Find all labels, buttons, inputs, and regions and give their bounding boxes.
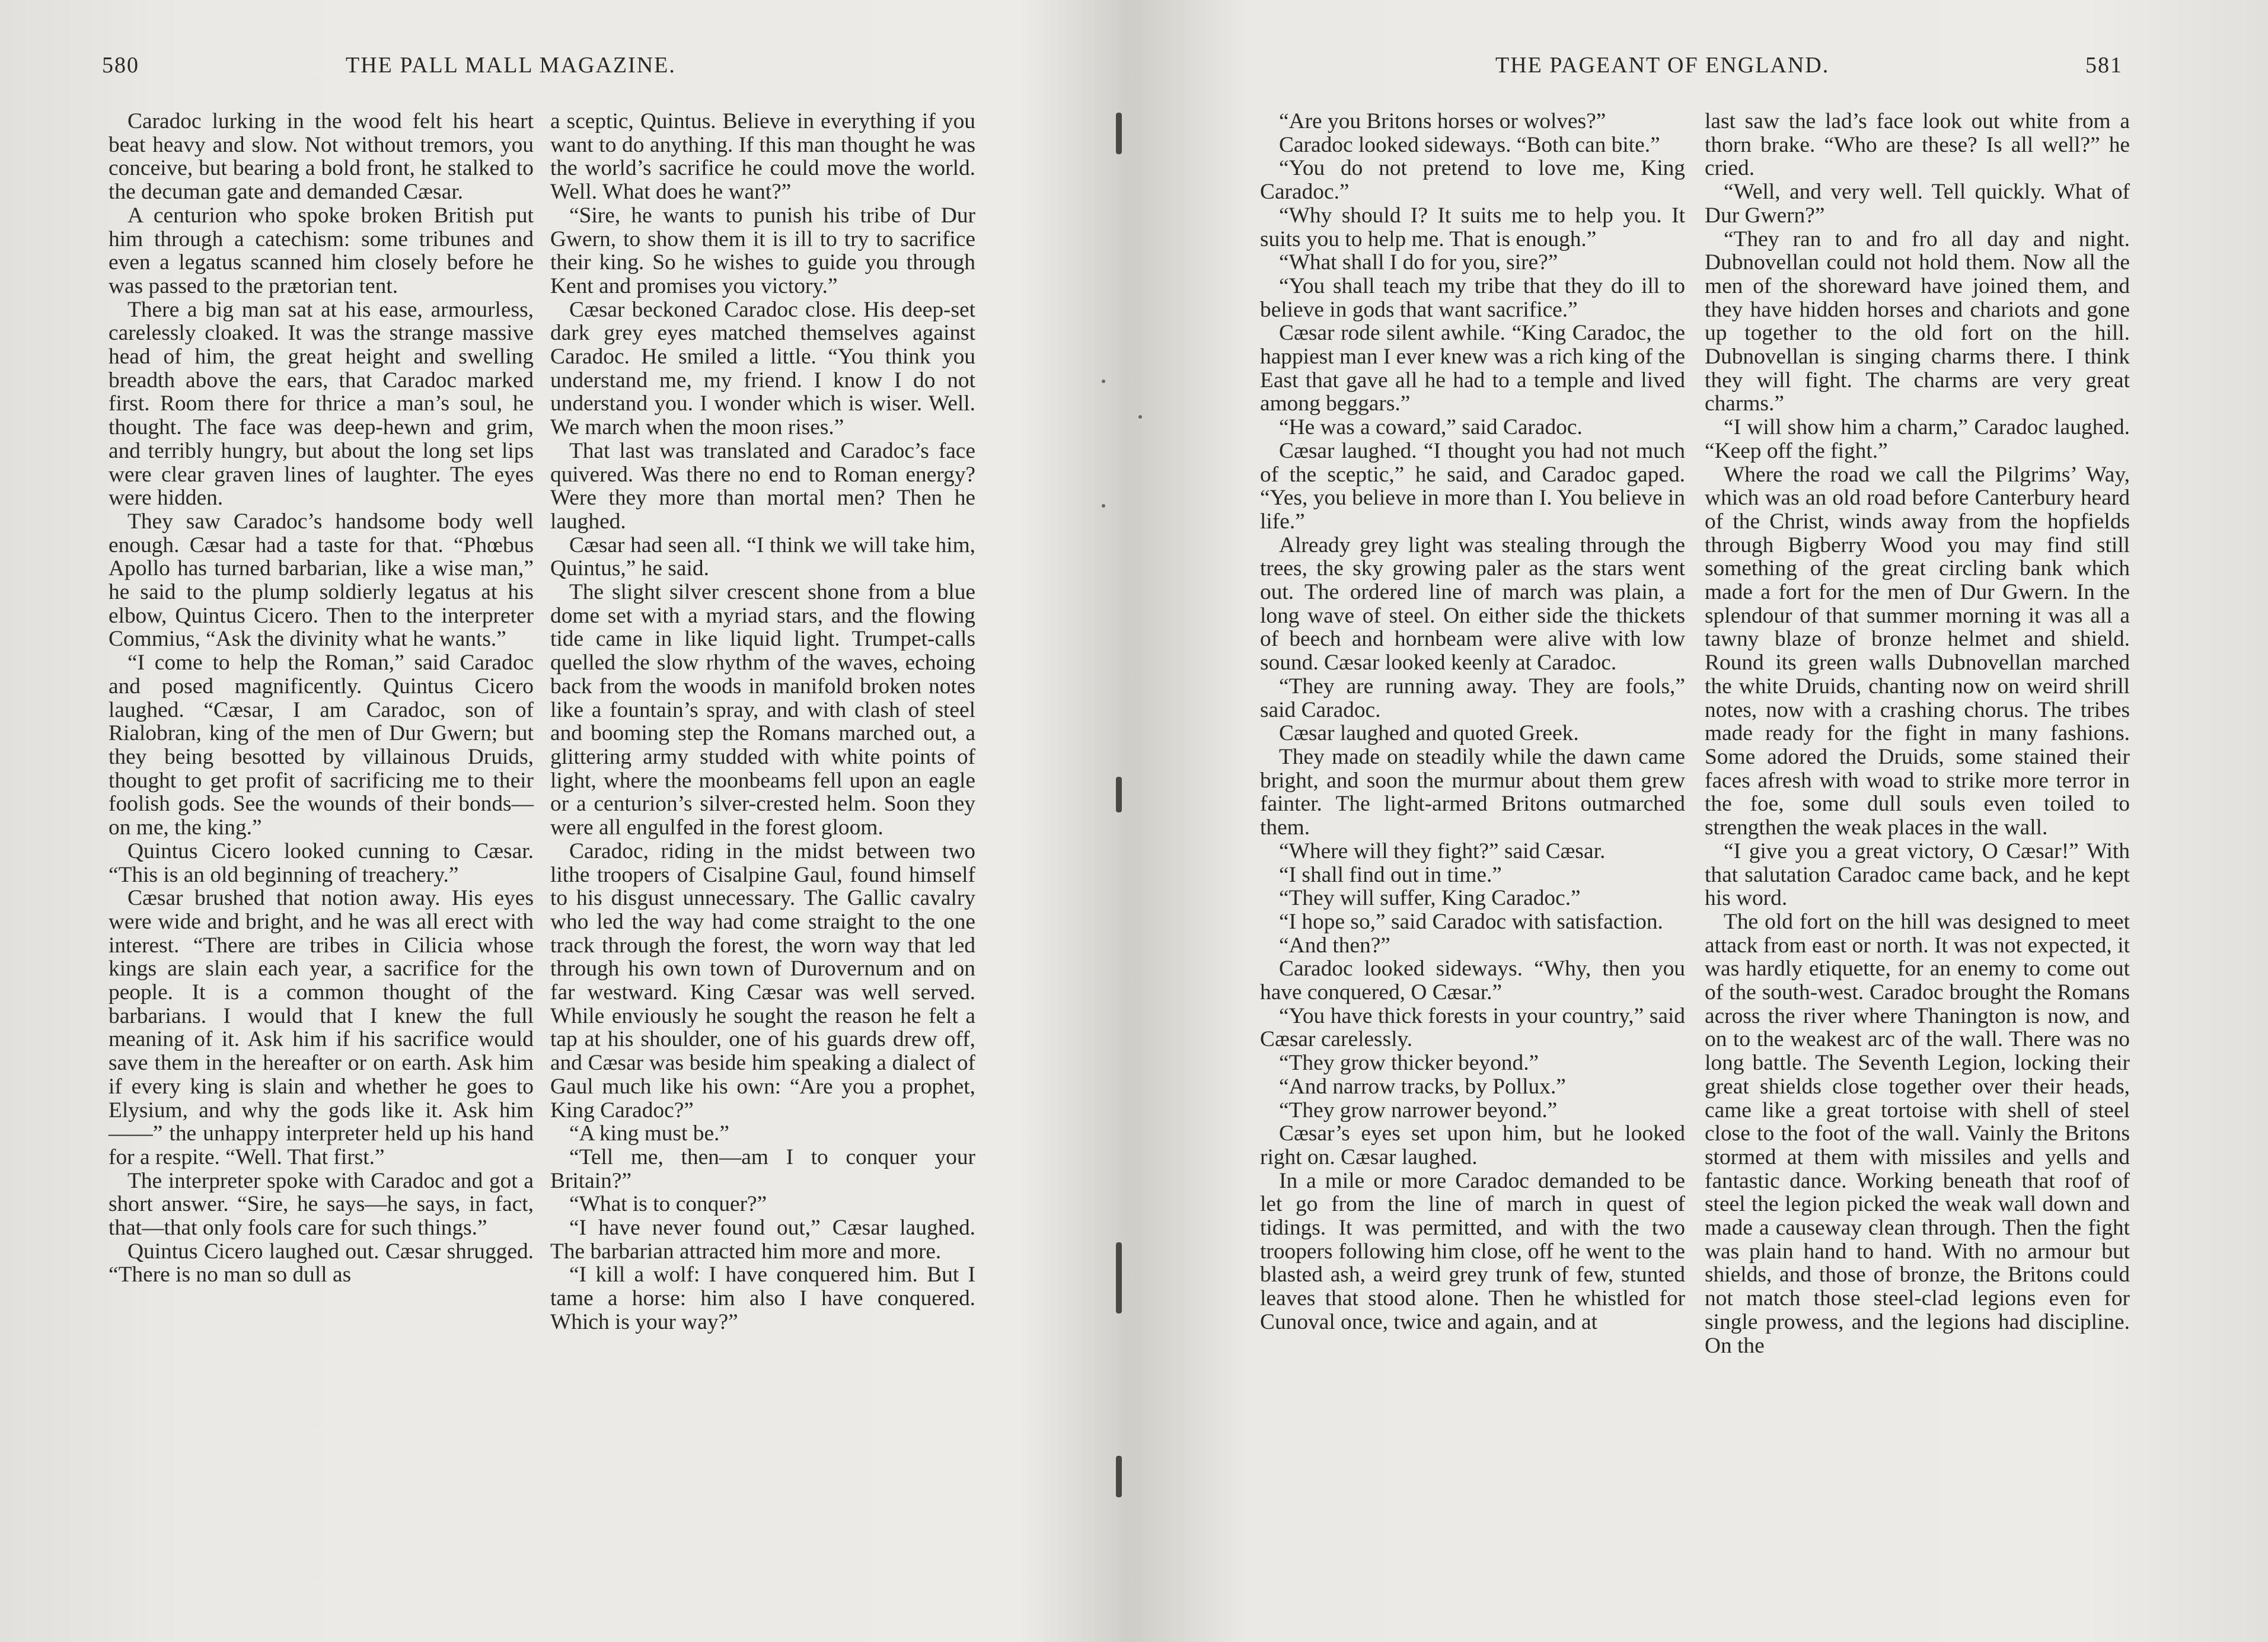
paragraph: The interpreter spoke with Caradoc and got a short answer. “Sire, he says—he says, in fact, that—that only fools care for such things.” [109, 1168, 534, 1241]
right-column-1 [1260, 110, 1685, 1334]
paragraph: “They grow thicker beyond.” [1279, 1051, 1539, 1076]
paragraph: “And narrow tracks, by Pollux.” [1279, 1074, 1566, 1099]
paragraph: Quintus Cicero looked cunning to Cæsar. “This is an old beginning of treachery.” [109, 838, 534, 887]
paragraph: last saw the lad’s face look out white from a thorn brake. “Who are these? Is all well?” he cried. [1705, 109, 2130, 181]
paragraph: “I give you a great victory, O Cæsar!” With that salutation Caradoc came back, and he kept his word. [1705, 838, 2130, 911]
paragraph: The old fort on the hill was designed to meet attack from east or north. It was not expected, it was hardly etiquette, for an enemy to come out of the south-west. Caradoc brought the Romans across the river where Thanington is now, and on to the weakest arc of the wall. There was no long battle. The Seventh Legion, locking their great shields close together over their heads, came like a great tortoise with shell of steel close to the foot of the wall. Vainly the Britons stormed at them with missiles and yells and fantastic dance. Working beneath that roof of steel the legion picked the weak wall down and made a causeway clean through. Then the fight was plain hand to hand. With no armour but shields, and those of bronze, the Britons could not match those steel-clad legions even for single prowess, and the legions had discipline. On the [1705, 909, 2130, 1358]
paragraph: There a big man sat at his ease, armourless, carelessly cloaked. It was the strange massive head of him, the great height and swelling breadth above the ears, that Caradoc marked first. Room there for thrice a man’s soul, he thought. The face was deep-hewn and grim, and terribly hungry, but about the long set lips were clear graven lines of laughter. The eyes were hidden. [109, 297, 534, 511]
paragraph: “Are you Britons horses or wolves?” [1279, 109, 1606, 133]
paragraph: “They grow narrower beyond.” [1279, 1098, 1558, 1123]
paragraph: “Why should I? It suits me to help you. It suits you to help me. That is enough.” [1260, 203, 1685, 251]
paragraph: A centurion who spoke broken British put him through a catechism: some tribunes and even a legatus scanned him closely before he was passed to the prætorian tent. [109, 203, 534, 298]
running-title-left: THE PALL MALL MAGAZINE. [346, 53, 676, 78]
paragraph: “Tell me, then—am I to conquer your Britain?” [550, 1144, 975, 1193]
paragraph: “I come to help the Roman,” said Caradoc and posed magnificently. Quintus Cicero laughed. “Cæsar, I am Caradoc, son of Rialobran, king of the men of Dur Gwern; but they being besotted by villainous Druids, thought to get profit of sacrificing me to their foolish gods. See the wounds of their bonds—on me, the king.” [109, 651, 534, 840]
paragraph: Cæsar laughed and quoted Greek. [1279, 721, 1579, 746]
paragraph: That last was translated and Caradoc’s face quivered. Was there no end to Roman energy? Were they more than mortal men? Then he laughed. [550, 438, 975, 534]
binding-stitch [1116, 777, 1122, 812]
paragraph: Cæsar’s eyes set upon him, but he looked right on. Cæsar laughed. [1260, 1121, 1685, 1169]
paragraph: Cæsar brushed that notion away. His eyes were wide and bright, and he was all erect with interest. “There are tribes in Cilicia whose kings are slain each year, a sacrifice for the people. It is a common thought of the barbarians. I would that I knew the full meaning of it. Ask him if his sacrifice would save them in the hereafter or on earth. Ask him if every king is slain and whether he goes to Elysium, and why the gods like it. Ask him——” the unhappy interpreter held up his hand for a respite. “Well. That first.” [109, 886, 534, 1169]
binding-stitch [1116, 1456, 1122, 1497]
paragraph: They made on steadily while the dawn came bright, and soon the murmur about them grew fainter. The light-armed Britons outmarched them. [1260, 744, 1685, 840]
left-column-1 [109, 110, 534, 1287]
paragraph: Caradoc looked sideways. “Both can bite.” [1279, 132, 1660, 157]
paragraph: “I hope so,” said Caradoc with satisfaction. [1279, 909, 1663, 934]
paragraph: Already grey light was stealing through the trees, the sky growing paler as the stars went out. The ordered line of march was plain, a long wave of steel. On either side the thickets of beech and hornbeam were alive with low sound. Cæsar looked keenly at Caradoc. [1260, 533, 1685, 675]
paragraph: “I will show him a charm,” Caradoc laughed. “Keep off the fight.” [1705, 415, 2130, 463]
paragraph: “You shall teach my tribe that they do ill to believe in gods that want sacrifice.” [1260, 273, 1685, 322]
right-column-2 [1705, 110, 2130, 1357]
paragraph: Cæsar laughed. “I thought you had not much of the sceptic,” he said, and Caradoc gaped. “Yes, you believe in more than I. You believe in life.” [1260, 438, 1685, 534]
paragraph: “They will suffer, King Caradoc.” [1279, 886, 1581, 911]
running-title-right: THE PAGEANT OF ENGLAND. [1495, 53, 1830, 78]
paragraph: Caradoc looked sideways. “Why, then you have conquered, O Cæsar.” [1260, 956, 1685, 1005]
paragraph: “He was a coward,” said Caradoc. [1279, 415, 1583, 440]
left-page [0, 0, 1127, 1642]
paragraph: “You do not pretend to love me, King Caradoc.” [1260, 156, 1685, 205]
paragraph: “They are running away. They are fools,” said Caradoc. [1260, 674, 1685, 722]
paragraph: “A king must be.” [569, 1121, 730, 1146]
paragraph: They saw Caradoc’s handsome body well enough. Cæsar had a taste for that. “Phœbus Apollo has turned barbarian, like a wise man,” he said to the plump soldierly legatus at his elbow, Quintus Cicero. Then to the interpreter Commius, “Ask the divinity what he wants.” [109, 509, 534, 652]
page-number-right: 581 [2085, 53, 2123, 78]
paragraph: “And then?” [1279, 933, 1390, 958]
right-page [1141, 0, 2268, 1642]
paragraph: Caradoc, riding in the midst between two lithe troopers of Cisalpine Gaul, found himself to his disgust unnecessary. The Gallic cavalry who led the way had come straight to the one track through the forest, the worn way that led through his own town of Durovernum and on far westward. King Cæsar was well served. While enviously he sought the reason he felt a tap at his shoulder, one of his guards drew off, and Cæsar was beside him speaking a dialect of Gaul much like his own: “Are you a prophet, King Caradoc?” [550, 838, 975, 1123]
left-column-2 [550, 110, 975, 1334]
paragraph: “What shall I do for you, sire?” [1279, 250, 1558, 275]
paragraph: “Sire, he wants to punish his tribe of Dur Gwern, to show them it is ill to try to sacrifice their king. So he wishes to guide you through Kent and promises you victory.” [550, 203, 975, 298]
paragraph: Cæsar rode silent awhile. “King Caradoc, the happiest man I ever knew was a rich king of the East that gave all he had to a temple and lived among beggars.” [1260, 321, 1685, 416]
paragraph: a sceptic, Quintus. Believe in everything if you want to do anything. If this man thought he was the world’s sacrifice he could move the world. Well. What does he want?” [550, 109, 975, 205]
page-number-left: 580 [102, 53, 139, 78]
binding-mark [1102, 504, 1105, 508]
binding-stitch [1116, 113, 1122, 154]
binding-stitch [1116, 1242, 1122, 1313]
paragraph: In a mile or more Caradoc demanded to be let go from the line of march in quest of tidings. It was permitted, and with the two troopers following him close, off he went to the blasted ash, a weird grey trunk of few, stunted leaves that stood alone. Then he whistled for Cunoval once, twice and again, and at [1260, 1168, 1685, 1334]
paragraph: “They ran to and fro all day and night. Dubnovellan could not hold them. Now all the men of the shoreward have joined them, and they have hidden horses and chariots and gone up together to the old fort on the hill. Dubnovellan is singing charms there. I think they will fight. The charms are very great charms.” [1705, 227, 2130, 416]
paragraph: “You have thick forests in your country,” said Cæsar carelessly. [1260, 1003, 1685, 1052]
paragraph: Caradoc lurking in the wood felt his heart beat heavy and slow. Not without tremors, you conceive, but bearing a bold front, he stalked to the decuman gate and demanded Cæsar. [109, 109, 534, 205]
paragraph: Cæsar beckoned Caradoc close. His deep-set dark grey eyes matched themselves against Caradoc. He smiled a little. “You think you understand me, my friend. I know I do not understand you. I wonder which is wiser. Well. We march when the moon rises.” [550, 297, 975, 440]
binding-mark [1102, 380, 1105, 383]
paragraph: “I kill a wolf: I have conquered him. But I tame a horse: him also I have conquered. Which is your way?” [550, 1262, 975, 1334]
paragraph: “I have never found out,” Cæsar laughed. The barbarian attracted him more and more. [550, 1216, 975, 1264]
paragraph: “I shall find out in time.” [1279, 862, 1502, 887]
paragraph: “Where will they fight?” said Cæsar. [1279, 838, 1606, 863]
paragraph: “Well, and very well. Tell quickly. What of Dur Gwern?” [1705, 180, 2130, 228]
paragraph: The slight silver crescent shone from a blue dome set with a myriad stars, and the flowing tide came in like liquid light. Trumpet-calls quelled the slow rhythm of the waves, echoing back from the woods in manifold broken notes like a fountain’s spray, and with clash of steel and booming step the Romans marched out, a glittering army studded with white points of light, where the moonbeams fell upon an eagle or a centurion’s silver-crested helm. Soon they were all engulfed in the forest gloom. [550, 580, 975, 840]
paragraph: Quintus Cicero laughed out. Cæsar shrugged. “There is no man so dull as [109, 1239, 534, 1287]
paragraph: Cæsar had seen all. “I think we will take him, Quintus,” he said. [550, 533, 975, 581]
paragraph: “What is to conquer?” [569, 1192, 767, 1217]
paragraph: Where the road we call the Pilgrims’ Way, which was an old road before Canterbury heard of the Christ, winds away from the hopfields through Bigberry Wood you may find still something of the great circling bank which made a fort for the men of Dur Gwern. In the splendour of that summer morning it was all a tawny blaze of bronze helmet and shield. Round its green walls Dubnovellan marched the white Druids, chanting now on weird shrill notes, now with a crashing chorus. The tribes made ready for the fight in many fashions. Some adored the Druids, some stained their faces afresh with woad to strike more terror in the foe, some dull souls even toiled to strengthen the weak places in the wall. [1705, 462, 2130, 840]
